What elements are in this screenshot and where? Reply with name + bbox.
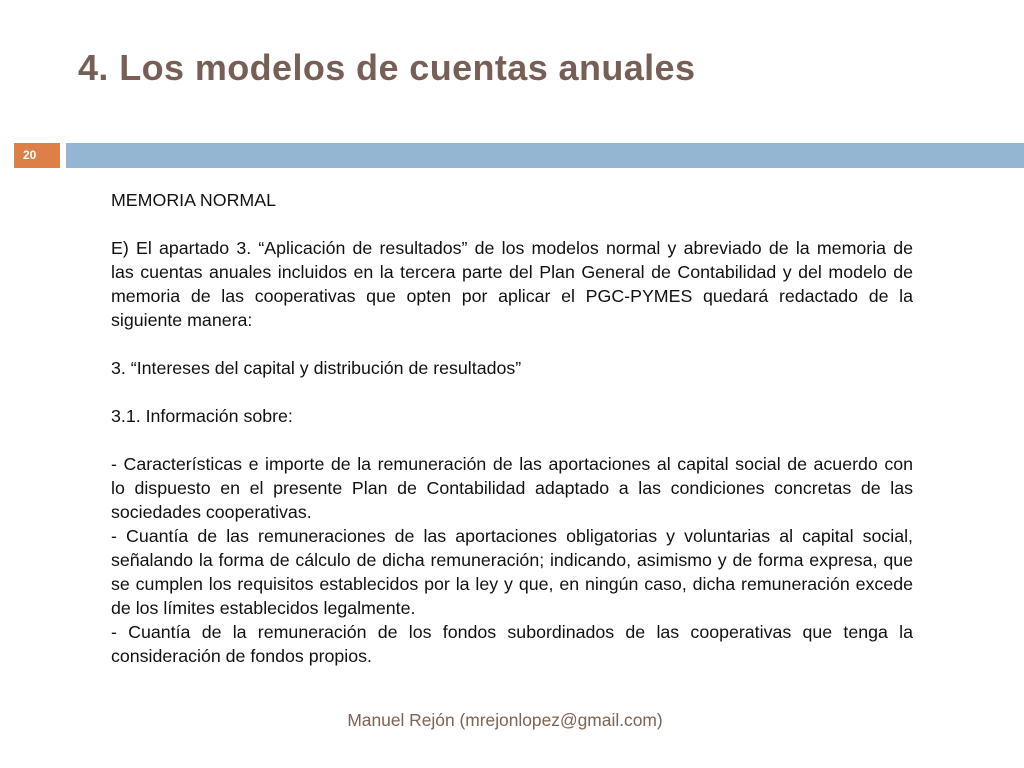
list-item-line: lo dispuesto en el presente Plan de Contabilidad adaptado a las condiciones concretas de las xyxy=(111,478,913,498)
paragraph-line: memoria de las cooperativas que opten por aplicar el PGC-PYMES quedará redactado de la xyxy=(111,286,913,306)
section-title: 3. “Intereses del capital y distribución de resultados” xyxy=(111,358,522,378)
list-item-line: sociedades cooperativas. xyxy=(111,502,312,522)
list-item-line: - Cuantía de las remuneraciones de las aportaciones obligatorias y voluntarias al capital social, xyxy=(111,526,913,546)
list-item-line: de los límites establecidos legalmente. xyxy=(111,598,416,618)
list-item-line: consideración de fondos propios. xyxy=(111,646,372,666)
list-item xyxy=(111,620,913,668)
list-item-line: - Cuantía de la remuneración de los fondos subordinados de las cooperativas que tenga la xyxy=(111,622,913,642)
list-item xyxy=(111,524,913,620)
intro-paragraph xyxy=(111,236,913,332)
slide-body xyxy=(111,188,913,668)
paragraph-line: E) El apartado 3. “Aplicación de resultados” de los modelos normal y abreviado de la memoria de xyxy=(111,238,913,258)
header-band xyxy=(66,143,1024,168)
body-heading: MEMORIA NORMAL xyxy=(111,190,276,210)
list-item-line: - Características e importe de la remuneración de las aportaciones al capital social de acuerdo con xyxy=(111,454,913,474)
list-item-line: señalando la forma de cálculo de dicha remuneración; indicando, asimismo y de forma expresa, que xyxy=(111,550,913,570)
slide-title: 4. Los modelos de cuentas anuales xyxy=(78,47,696,88)
list-item xyxy=(111,452,913,524)
slide-number: 20 xyxy=(23,148,37,162)
subsection-title: 3.1. Información sobre: xyxy=(111,406,293,426)
list-item-line: se cumplen los requisitos establecidos por la ley y que, en ningún caso, dicha remuneración excede xyxy=(111,574,913,594)
paragraph-line: siguiente manera: xyxy=(111,310,253,330)
blank-line xyxy=(111,380,913,404)
blank-line xyxy=(111,212,913,236)
paragraph-line: las cuentas anuales incluidos en la tercera parte del Plan General de Contabilidad y del modelo de xyxy=(111,262,913,282)
blank-line xyxy=(111,428,913,452)
blank-line xyxy=(111,332,913,356)
slide-number-box xyxy=(14,143,60,168)
slide-footer: Manuel Rejón (mrejonlopez@gmail.com) xyxy=(347,710,663,730)
